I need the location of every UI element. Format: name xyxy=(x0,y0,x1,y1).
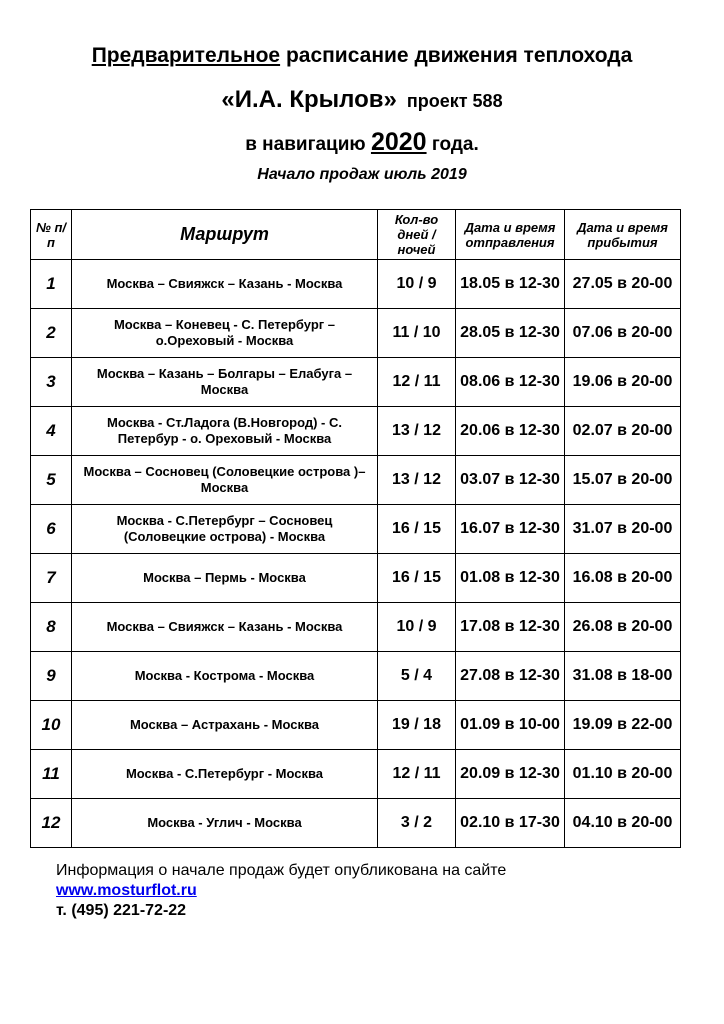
route-cell: Москва – Свияжск – Казань - Москва xyxy=(72,260,378,309)
departure-cell: 02.10 в 17-30 xyxy=(456,799,565,848)
route-cell: Москва - С.Петербург – Сосновец (Соловецкие острова) - Москва xyxy=(72,505,378,554)
route-cell: Москва - Углич - Москва xyxy=(72,799,378,848)
route-cell: Москва – Коневец - С. Петербург – о.Ореховый - Москва xyxy=(72,309,378,358)
route-cell: Москва – Астрахань - Москва xyxy=(72,701,378,750)
arrival-cell: 04.10 в 20-00 xyxy=(565,799,681,848)
route-cell: Москва – Казань – Болгары – Елабуга – Москва xyxy=(72,358,378,407)
departure-cell: 27.08 в 12-30 xyxy=(456,652,565,701)
row-number: 9 xyxy=(31,652,72,701)
navigation-prefix: в навигацию xyxy=(245,134,366,155)
document-title xyxy=(0,44,724,68)
title-preliminary: Предварительное xyxy=(91,44,281,67)
route-cell: Москва - Ст.Ладога (В.Новгород) - С. Петербур - о. Ореховый - Москва xyxy=(72,407,378,456)
days-nights-cell: 13 / 12 xyxy=(378,407,456,456)
row-number: 3 xyxy=(31,358,72,407)
route-cell: Москва – Сосновец (Соловецкие острова )– Москва xyxy=(72,456,378,505)
table-row xyxy=(31,554,681,603)
navigation-suffix: года. xyxy=(431,134,479,155)
row-number: 1 xyxy=(31,260,72,309)
row-number: 12 xyxy=(31,799,72,848)
days-nights-cell: 11 / 10 xyxy=(378,309,456,358)
table-row xyxy=(31,603,681,652)
table-header-row xyxy=(31,210,681,260)
header-num: № п/п xyxy=(31,210,72,260)
departure-cell: 18.05 в 12-30 xyxy=(456,260,565,309)
website-link[interactable]: www.mosturflot.ru xyxy=(56,882,197,899)
footer-info: Информация о начале продаж будет опубликована на сайте xyxy=(56,862,507,879)
departure-cell: 16.07 в 12-30 xyxy=(456,505,565,554)
table-row xyxy=(31,750,681,799)
days-nights-cell: 10 / 9 xyxy=(378,260,456,309)
days-nights-cell: 16 / 15 xyxy=(378,554,456,603)
header-days: Кол-во дней / ночей xyxy=(378,210,456,260)
sales-start: Начало продаж июль 2019 xyxy=(257,166,467,183)
arrival-cell: 15.07 в 20-00 xyxy=(565,456,681,505)
days-nights-cell: 16 / 15 xyxy=(378,505,456,554)
days-nights-cell: 3 / 2 xyxy=(378,799,456,848)
departure-cell: 01.09 в 10-00 xyxy=(456,701,565,750)
arrival-cell: 31.08 в 18-00 xyxy=(565,652,681,701)
departure-cell: 17.08 в 12-30 xyxy=(456,603,565,652)
row-number: 4 xyxy=(31,407,72,456)
arrival-cell: 19.06 в 20-00 xyxy=(565,358,681,407)
ship-project: проект 588 xyxy=(406,91,503,111)
row-number: 8 xyxy=(31,603,72,652)
days-nights-cell: 13 / 12 xyxy=(378,456,456,505)
departure-cell: 20.09 в 12-30 xyxy=(456,750,565,799)
row-number: 10 xyxy=(31,701,72,750)
navigation-year: 2020 xyxy=(370,128,427,156)
arrival-cell: 27.05 в 20-00 xyxy=(565,260,681,309)
ship-title xyxy=(0,86,724,114)
table-row xyxy=(31,260,681,309)
table-row xyxy=(31,505,681,554)
row-number: 6 xyxy=(31,505,72,554)
route-cell: Москва - С.Петербург - Москва xyxy=(72,750,378,799)
arrival-cell: 31.07 в 20-00 xyxy=(565,505,681,554)
phone-number: т. (495) 221-72-22 xyxy=(56,902,187,919)
header-departure: Дата и время отправления xyxy=(456,210,565,260)
row-number: 7 xyxy=(31,554,72,603)
days-nights-cell: 5 / 4 xyxy=(378,652,456,701)
departure-cell: 01.08 в 12-30 xyxy=(456,554,565,603)
table-row xyxy=(31,652,681,701)
route-cell: Москва - Кострома - Москва xyxy=(72,652,378,701)
table-row xyxy=(31,456,681,505)
arrival-cell: 16.08 в 20-00 xyxy=(565,554,681,603)
row-number: 2 xyxy=(31,309,72,358)
days-nights-cell: 12 / 11 xyxy=(378,750,456,799)
header-route: Маршрут xyxy=(72,210,378,260)
departure-cell: 03.07 в 12-30 xyxy=(456,456,565,505)
days-nights-cell: 19 / 18 xyxy=(378,701,456,750)
schedule-table xyxy=(30,209,681,848)
arrival-cell: 01.10 в 20-00 xyxy=(565,750,681,799)
arrival-cell: 07.06 в 20-00 xyxy=(565,309,681,358)
route-cell: Москва – Свияжск – Казань - Москва xyxy=(72,603,378,652)
arrival-cell: 26.08 в 20-00 xyxy=(565,603,681,652)
table-row xyxy=(31,358,681,407)
table-row xyxy=(31,309,681,358)
table-row xyxy=(31,799,681,848)
table-row xyxy=(31,701,681,750)
row-number: 5 xyxy=(31,456,72,505)
row-number: 11 xyxy=(31,750,72,799)
navigation-year-line xyxy=(0,128,724,157)
route-cell: Москва – Пермь - Москва xyxy=(72,554,378,603)
header-arrival: Дата и время прибытия xyxy=(565,210,681,260)
departure-cell: 20.06 в 12-30 xyxy=(456,407,565,456)
arrival-cell: 02.07 в 20-00 xyxy=(565,407,681,456)
days-nights-cell: 10 / 9 xyxy=(378,603,456,652)
days-nights-cell: 12 / 11 xyxy=(378,358,456,407)
title-rest: расписание движения теплохода xyxy=(285,44,633,67)
arrival-cell: 19.09 в 22-00 xyxy=(565,701,681,750)
departure-cell: 08.06 в 12-30 xyxy=(456,358,565,407)
ship-name: «И.А. Крылов» xyxy=(221,86,397,113)
table-row xyxy=(31,407,681,456)
departure-cell: 28.05 в 12-30 xyxy=(456,309,565,358)
